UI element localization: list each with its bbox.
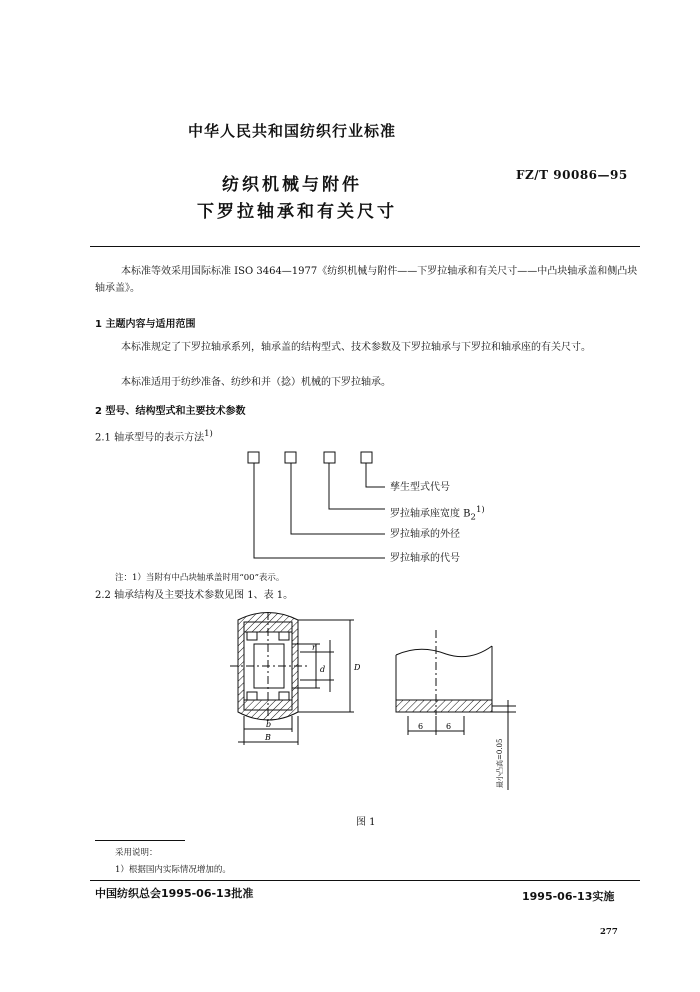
model-note: 注：1）当附有中凸块轴承盖时用“00”表示。 xyxy=(115,573,285,583)
dim-label-D: D xyxy=(354,663,361,672)
dim-label-B: B xyxy=(265,733,271,742)
document-title-line1: 纺织机械与附件 xyxy=(222,175,362,195)
section1-heading: 1 主题内容与适用范围 xyxy=(95,319,196,330)
issuing-organization: 中华人民共和国纺织行业标准 xyxy=(188,122,397,140)
subsection-2-1-text: 2.1 轴承型号的表示方法 xyxy=(95,432,205,444)
intro-paragraph: 本标准等效采用国际标准 ISO 3464—1977《纺织机械与附件——下罗拉轴承和有关尺寸——中凸块轴承盖和侧凸块轴承盖》。 xyxy=(95,266,638,294)
footnote-rule xyxy=(95,840,185,841)
model-label-width-text: 罗拉轴承座宽度 B xyxy=(390,508,471,520)
section1-para1: 本标准规定了下罗拉轴承系列，轴承盖的结构型式、技术参数及下罗拉轴承与下罗拉和轴承座的有关尺寸。 xyxy=(121,342,591,353)
b2-footnote-mark: 1) xyxy=(475,505,485,515)
footer-rule xyxy=(90,880,640,881)
document-title-line2: 下罗拉轴承和有关尺寸 xyxy=(197,202,397,222)
page-number: 277 xyxy=(600,927,618,937)
footnote-mark: 1) xyxy=(204,429,213,439)
model-label-width xyxy=(390,501,485,526)
dim-label-six-left: 6 xyxy=(418,722,424,731)
model-label-code: 罗拉轴承的代号 xyxy=(390,553,460,564)
code-box-4 xyxy=(361,452,372,463)
dim-label-b: b xyxy=(266,720,272,729)
footnote-item: 1）根据国内实际情况增加的。 xyxy=(115,865,231,875)
dim-label-r: r xyxy=(312,643,316,652)
model-label-derivative: 孳生型式代号 xyxy=(390,482,450,493)
code-box-2 xyxy=(285,452,296,463)
approval-date: 中国纺织总会1995-06-13批准 xyxy=(95,887,254,900)
subsection-2-2: 2.2 轴承结构及主要技术参数见图 1、表 1。 xyxy=(95,590,294,601)
figure-caption: 图 1 xyxy=(356,817,376,828)
section1-para2: 本标准适用于纺纱准备、纺纱和并（捻）机械的下罗拉轴承。 xyxy=(121,377,391,388)
section2-heading: 2 型号、结构型式和主要技术参数 xyxy=(95,406,246,417)
header-rule xyxy=(90,246,640,247)
figure-1 xyxy=(220,600,540,800)
code-box-1 xyxy=(248,452,259,463)
b2-subscript: 2 xyxy=(470,512,476,523)
model-label-diameter: 罗拉轴承的外径 xyxy=(390,529,460,540)
standard-number: FZ/T 90086—95 xyxy=(516,168,628,182)
bearing-section-view xyxy=(230,612,354,745)
dim-label-min-bump: 最小凸高=0.05 xyxy=(496,738,504,788)
footnote-title: 采用说明： xyxy=(115,848,158,858)
code-box-3 xyxy=(324,452,335,463)
effective-date: 1995-06-13实施 xyxy=(522,890,615,903)
dim-label-d: d xyxy=(320,665,326,674)
dim-label-six-right: 6 xyxy=(446,722,452,731)
subsection-2-1 xyxy=(95,425,213,447)
